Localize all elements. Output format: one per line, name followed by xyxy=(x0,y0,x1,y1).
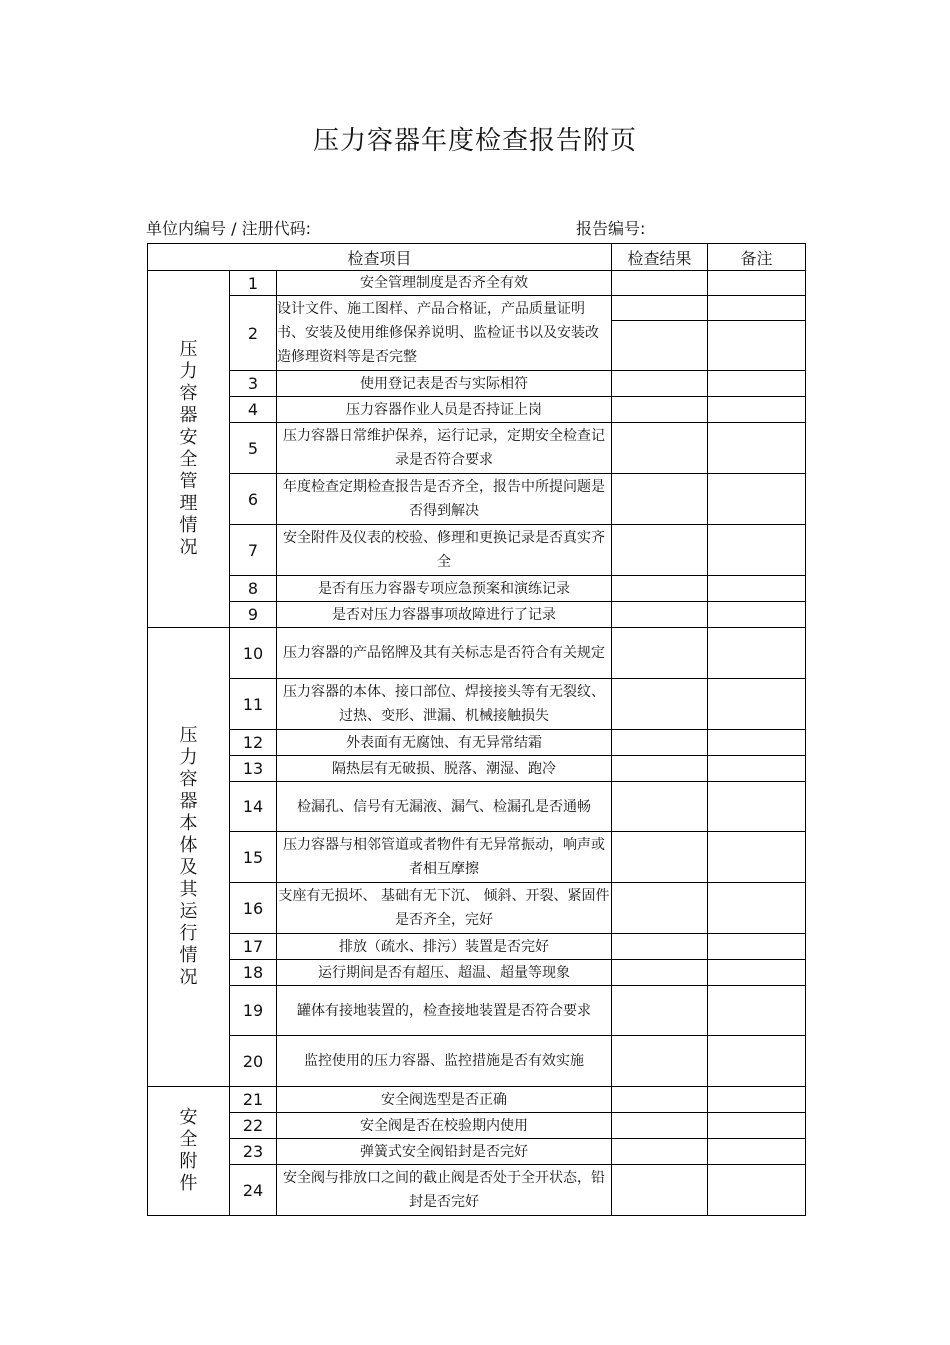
result-cell[interactable] xyxy=(612,756,708,782)
row-number: 2 xyxy=(230,296,277,371)
remark-cell[interactable] xyxy=(708,1113,806,1139)
result-cell[interactable] xyxy=(612,397,708,423)
table-row xyxy=(148,782,806,832)
table-row xyxy=(148,832,806,883)
remark-cell[interactable] xyxy=(708,883,806,934)
result-cell[interactable] xyxy=(612,679,708,730)
row-item: 使用登记表是否与实际相符 xyxy=(277,371,612,397)
remark-cell[interactable] xyxy=(708,730,806,756)
row-number: 15 xyxy=(230,832,277,883)
header-row xyxy=(148,244,806,271)
category-vessel-body: 压力容器本体及其运行情况 xyxy=(148,628,230,1087)
result-cell[interactable] xyxy=(612,1036,708,1087)
remark-cell[interactable] xyxy=(708,782,806,832)
remark-cell[interactable] xyxy=(708,756,806,782)
row-number: 7 xyxy=(230,525,277,576)
result-cell[interactable] xyxy=(612,474,708,525)
row-number: 5 xyxy=(230,423,277,474)
remark-cell[interactable] xyxy=(708,628,806,679)
row-number: 6 xyxy=(230,474,277,525)
row-item: 压力容器作业人员是否持证上岗 xyxy=(277,397,612,423)
row-item: 安全阀选型是否正确 xyxy=(277,1087,612,1113)
result-cell[interactable] xyxy=(612,576,708,602)
page-title: 压力容器年度检查报告附页 xyxy=(312,126,637,156)
row-item: 弹簧式安全阀铅封是否完好 xyxy=(277,1139,612,1165)
header-remark: 备注 xyxy=(708,244,806,271)
result-cell[interactable] xyxy=(612,883,708,934)
table-row xyxy=(148,1139,806,1165)
remark-cell[interactable] xyxy=(708,832,806,883)
remark-cell[interactable] xyxy=(708,397,806,423)
row-item: 年度检查定期检查报告是否齐全，报告中所提问题是否得到解决 xyxy=(277,474,612,525)
result-cell[interactable] xyxy=(612,525,708,576)
remark-cell[interactable] xyxy=(708,371,806,397)
remark-cell[interactable] xyxy=(708,474,806,525)
remark-cell[interactable] xyxy=(708,934,806,960)
table-row xyxy=(148,371,806,397)
table-row xyxy=(148,986,806,1036)
remark-cell[interactable] xyxy=(708,296,806,371)
row-item: 安全附件及仪表的校验、修理和更换记录是否真实齐全 xyxy=(277,525,612,576)
table-row xyxy=(148,628,806,679)
row-item: 罐体有接地装置的，检查接地装置是否符合要求 xyxy=(277,986,612,1036)
table-row xyxy=(148,397,806,423)
result-cell[interactable] xyxy=(612,832,708,883)
table-row xyxy=(148,474,806,525)
inspection-table xyxy=(147,243,806,1216)
row-number: 8 xyxy=(230,576,277,602)
table-row xyxy=(148,1165,806,1216)
row-number: 13 xyxy=(230,756,277,782)
remark-cell[interactable] xyxy=(708,271,806,296)
row-item: 压力容器日常维护保养，运行记录，定期安全检查记录是否符合要求 xyxy=(277,423,612,474)
table-row xyxy=(148,730,806,756)
table-row xyxy=(148,1087,806,1113)
row-item: 监控使用的压力容器、监控措施是否有效实施 xyxy=(277,1036,612,1087)
remark-cell[interactable] xyxy=(708,1036,806,1087)
table-row xyxy=(148,934,806,960)
result-cell[interactable] xyxy=(612,1113,708,1139)
row-item: 压力容器的本体、接口部位、焊接接头等有无裂纹、过热、变形、泄漏、机械接触损失 xyxy=(277,679,612,730)
row-item: 安全阀是否在校验期内使用 xyxy=(277,1113,612,1139)
row-item: 外表面有无腐蚀、有无异常结霜 xyxy=(277,730,612,756)
table-row xyxy=(148,423,806,474)
report-number-label: 报告编号: xyxy=(576,219,646,238)
row-number: 23 xyxy=(230,1139,277,1165)
row-number: 1 xyxy=(230,271,277,296)
result-cell[interactable] xyxy=(612,1165,708,1216)
row-item: 压力容器与相邻管道或者物件有无异常振动，响声或者相互摩擦 xyxy=(277,832,612,883)
row-number: 21 xyxy=(230,1087,277,1113)
category-safety-accessories: 安全附件 xyxy=(148,1087,230,1216)
unit-code-label: 单位内编号 / 注册代码: xyxy=(146,219,311,238)
row-item: 隔热层有无破损、脱落、潮湿、跑冷 xyxy=(277,756,612,782)
remark-cell[interactable] xyxy=(708,1087,806,1113)
table-row xyxy=(148,271,806,296)
row-item: 支座有无损坏、 基础有无下沉、 倾斜、开裂、紧固件是否齐全，完好 xyxy=(277,883,612,934)
table-row xyxy=(148,960,806,986)
row-item: 是否对压力容器事项故障进行了记录 xyxy=(277,602,612,628)
result-cell[interactable] xyxy=(612,1087,708,1113)
row-number: 17 xyxy=(230,934,277,960)
result-cell[interactable] xyxy=(612,934,708,960)
row-number: 10 xyxy=(230,628,277,679)
row-number: 12 xyxy=(230,730,277,756)
remark-cell[interactable] xyxy=(708,525,806,576)
result-cell[interactable] xyxy=(612,986,708,1036)
result-cell[interactable] xyxy=(612,423,708,474)
row-number: 4 xyxy=(230,397,277,423)
row-item: 安全管理制度是否齐全有效 xyxy=(277,271,612,296)
result-cell[interactable] xyxy=(612,1139,708,1165)
table-row xyxy=(148,883,806,934)
row-number: 3 xyxy=(230,371,277,397)
row-item: 检漏孔、信号有无漏液、漏气、检漏孔是否通畅 xyxy=(277,782,612,832)
header-result: 检查结果 xyxy=(612,244,708,271)
row-number: 18 xyxy=(230,960,277,986)
category-management: 压力容器安全管理情况 xyxy=(148,271,230,628)
remark-cell[interactable] xyxy=(708,960,806,986)
remark-cell[interactable] xyxy=(708,1139,806,1165)
table-row xyxy=(148,1113,806,1139)
table-row xyxy=(148,602,806,628)
row-number: 19 xyxy=(230,986,277,1036)
row-number: 22 xyxy=(230,1113,277,1139)
row-item: 设计文件、施工图样、产品合格证，产品质量证明书、安装及使用维修保养说明、监检证书以及安装改造修理资料等是否完整 xyxy=(277,296,612,371)
table-row xyxy=(148,679,806,730)
row-number: 11 xyxy=(230,679,277,730)
row-number: 20 xyxy=(230,1036,277,1087)
header-item: 检查项目 xyxy=(148,244,612,271)
table-row xyxy=(148,296,806,371)
row-item: 排放（疏水、排污）装置是否完好 xyxy=(277,934,612,960)
row-item: 是否有压力容器专项应急预案和演练记录 xyxy=(277,576,612,602)
row-number: 24 xyxy=(230,1165,277,1216)
remark-cell[interactable] xyxy=(708,423,806,474)
remark-cell[interactable] xyxy=(708,576,806,602)
row-item: 压力容器的产品铭牌及其有关标志是否符合有关规定 xyxy=(277,628,612,679)
remark-cell[interactable] xyxy=(708,1165,806,1216)
row-number: 16 xyxy=(230,883,277,934)
row-number: 14 xyxy=(230,782,277,832)
result-cell[interactable] xyxy=(612,782,708,832)
remark-cell[interactable] xyxy=(708,602,806,628)
remark-cell[interactable] xyxy=(708,679,806,730)
table-row xyxy=(148,756,806,782)
result-cell[interactable] xyxy=(612,271,708,296)
row-item: 安全阀与排放口之间的截止阀是否处于全开状态，铅封是否完好 xyxy=(277,1165,612,1216)
result-cell[interactable] xyxy=(612,960,708,986)
result-cell[interactable] xyxy=(612,296,708,371)
result-cell[interactable] xyxy=(612,628,708,679)
table-row xyxy=(148,576,806,602)
remark-cell[interactable] xyxy=(708,986,806,1036)
result-cell[interactable] xyxy=(612,730,708,756)
row-item: 运行期间是否有超压、超温、超量等现象 xyxy=(277,960,612,986)
result-cell[interactable] xyxy=(612,602,708,628)
table-row xyxy=(148,525,806,576)
result-cell[interactable] xyxy=(612,371,708,397)
table-row xyxy=(148,1036,806,1087)
row-number: 9 xyxy=(230,602,277,628)
